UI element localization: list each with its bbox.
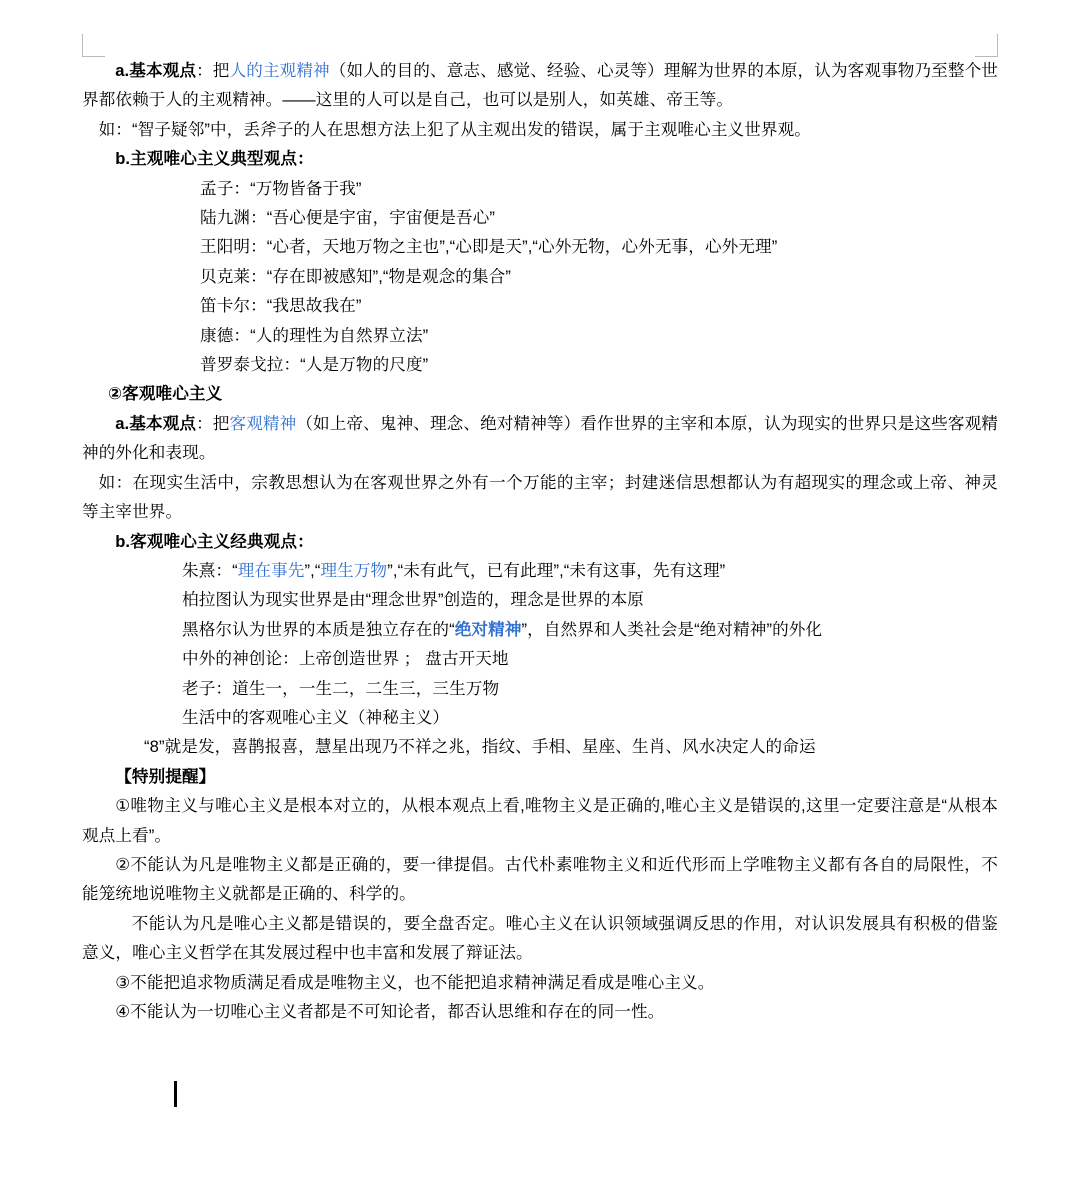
quote-life-objective-idealism: 生活中的客观唯心主义（神秘主义） [182,707,450,727]
paragraph-superstition-examples: “8”就是发，喜鹊报喜，慧星出现乃不祥之兆，指纹、手相、星座、生肖、风水决定人的命运 [144,737,816,757]
quote-hegel [82,615,998,644]
label-basic-view: a.基本观点 [115,61,197,80]
quote-berkeley: 贝克莱：“存在即被感知”,“物是观念的集合” [200,266,512,286]
reminder-item-3: ③不能把追求物质满足看成是唯物主义，也不能把追求精神满足看成是唯心主义。 [115,972,715,992]
heading-subjective-typical-views: b.主观唯心主义典型观点： [115,149,314,169]
heading-special-reminder: 【特别提醒】 [115,766,216,786]
quote-plato: 柏拉图认为现实世界是由“理念世界”创造的，理念是世界的本原 [182,590,644,610]
document-body [82,56,998,1026]
crop-mark-top-left [82,34,105,57]
quote-hegel-pre: 黑格尔认为世界的本质是独立存在的“ [182,619,455,639]
highlight-li-sheng-wan-wu: 理生万物 [320,560,388,580]
highlight-li-zai-shi-xian: 理在事先 [237,560,305,580]
quote-mengzi: 孟子：“万物皆备于我” [200,178,362,198]
quote-descartes: 笛卡尔：“我思故我在” [200,296,362,316]
paragraph-example-zhiziyilin: 如：“智子疑邻”中，丢斧子的人在思想方法上犯了从主观出发的错误，属于主观唯心主义世界观。 [98,119,811,139]
highlight-subjective-spirit: 人的主观精神 [229,61,330,80]
label-basic-view-2: a.基本观点 [115,413,197,433]
crop-mark-top-right [975,34,998,57]
text-colon-2: ：把 [196,413,230,433]
paragraph-objective-basic-view [82,409,998,468]
reminder-item-4: ④不能认为一切唯心主义者都是不可知论者，都否认思维和存在的同一性。 [115,1002,665,1021]
quote-zhuxi-mid: ”,“ [304,560,321,580]
paragraph-example-religion: 如：在现实生活中，宗教思想认为在客观世界之外有一个万能的主宰；封建迷信思想都认为有超现实的理念或上帝、神灵等主宰世界。 [82,472,998,522]
quote-laozi: 老子：道生一，一生二，二生三，三生万物 [182,678,500,698]
quote-creationism: 中外的神创论：上帝创造世界 ； 盘古开天地 [182,649,509,669]
quote-protagoras: 普罗泰戈拉：“人是万物的尺度” [200,355,429,375]
heading-objective-classic-views: b.客观唯心主义经典观点： [115,531,314,551]
heading-objective-idealism: ②客观唯心主义 [108,384,223,404]
quote-zhuxi [82,556,998,585]
text-rest-1: （如人的目的、意志、感觉、经验、心灵等）理解为世界的本原，认为客观事物乃至整个世界都依赖于人的主观精神。——这里的人可以是自己，也可以是别人，如英雄、帝王等。 [82,61,999,110]
quote-zhuxi-name: 朱熹：“ [182,560,238,580]
quote-hegel-rest: ”，自然界和人类社会是“绝对精神”的外化 [521,619,823,639]
text-cursor [174,1081,177,1107]
quote-kant: 康德：“人的理性为自然界立法” [200,325,429,345]
reminder-item-1: ①唯物主义与唯心主义是根本对立的，从根本观点上看,唯物主义是正确的,唯心主义是错误的,这里一定要注意是“从根本观点上看”。 [82,796,998,845]
quote-wangyangming: 王阳明：“心者，天地万物之主也”,“心即是天”,“心外无物，心外无事，心外无理” [200,237,778,257]
reminder-item-2b: 不能认为凡是唯心主义都是错误的，要全盘否定。唯心主义在认识领域强调反思的作用，对认识发展具有积极的借鉴意义，唯心主义哲学在其发展过程中也丰富和发展了辩证法。 [82,913,998,963]
highlight-absolute-spirit: 绝对精神 [454,619,522,639]
quote-lujiuyuan: 陆九渊：“吾心便是宇宙，宇宙便是吾心” [200,208,496,228]
text-colon-1: ：把 [196,61,230,80]
paragraph-subjective-basic-view [82,56,998,115]
reminder-item-2: ②不能认为凡是唯物主义都是正确的，要一律提倡。古代朴素唯物主义和近代形而上学唯物主义都有各自的局限性，不能笼统地说唯物主义就都是正确的、科学的。 [82,854,998,904]
quote-zhuxi-rest: ”,“未有此气，已有此理”,“未有这事，先有这理” [387,560,726,580]
text-rest-2: （如上帝、鬼神、理念、绝对精神等）看作世界的主宰和本原，认为现实的世界只是这些客观精神的外化和表现。 [82,413,998,463]
highlight-objective-spirit: 客观精神 [229,413,297,433]
